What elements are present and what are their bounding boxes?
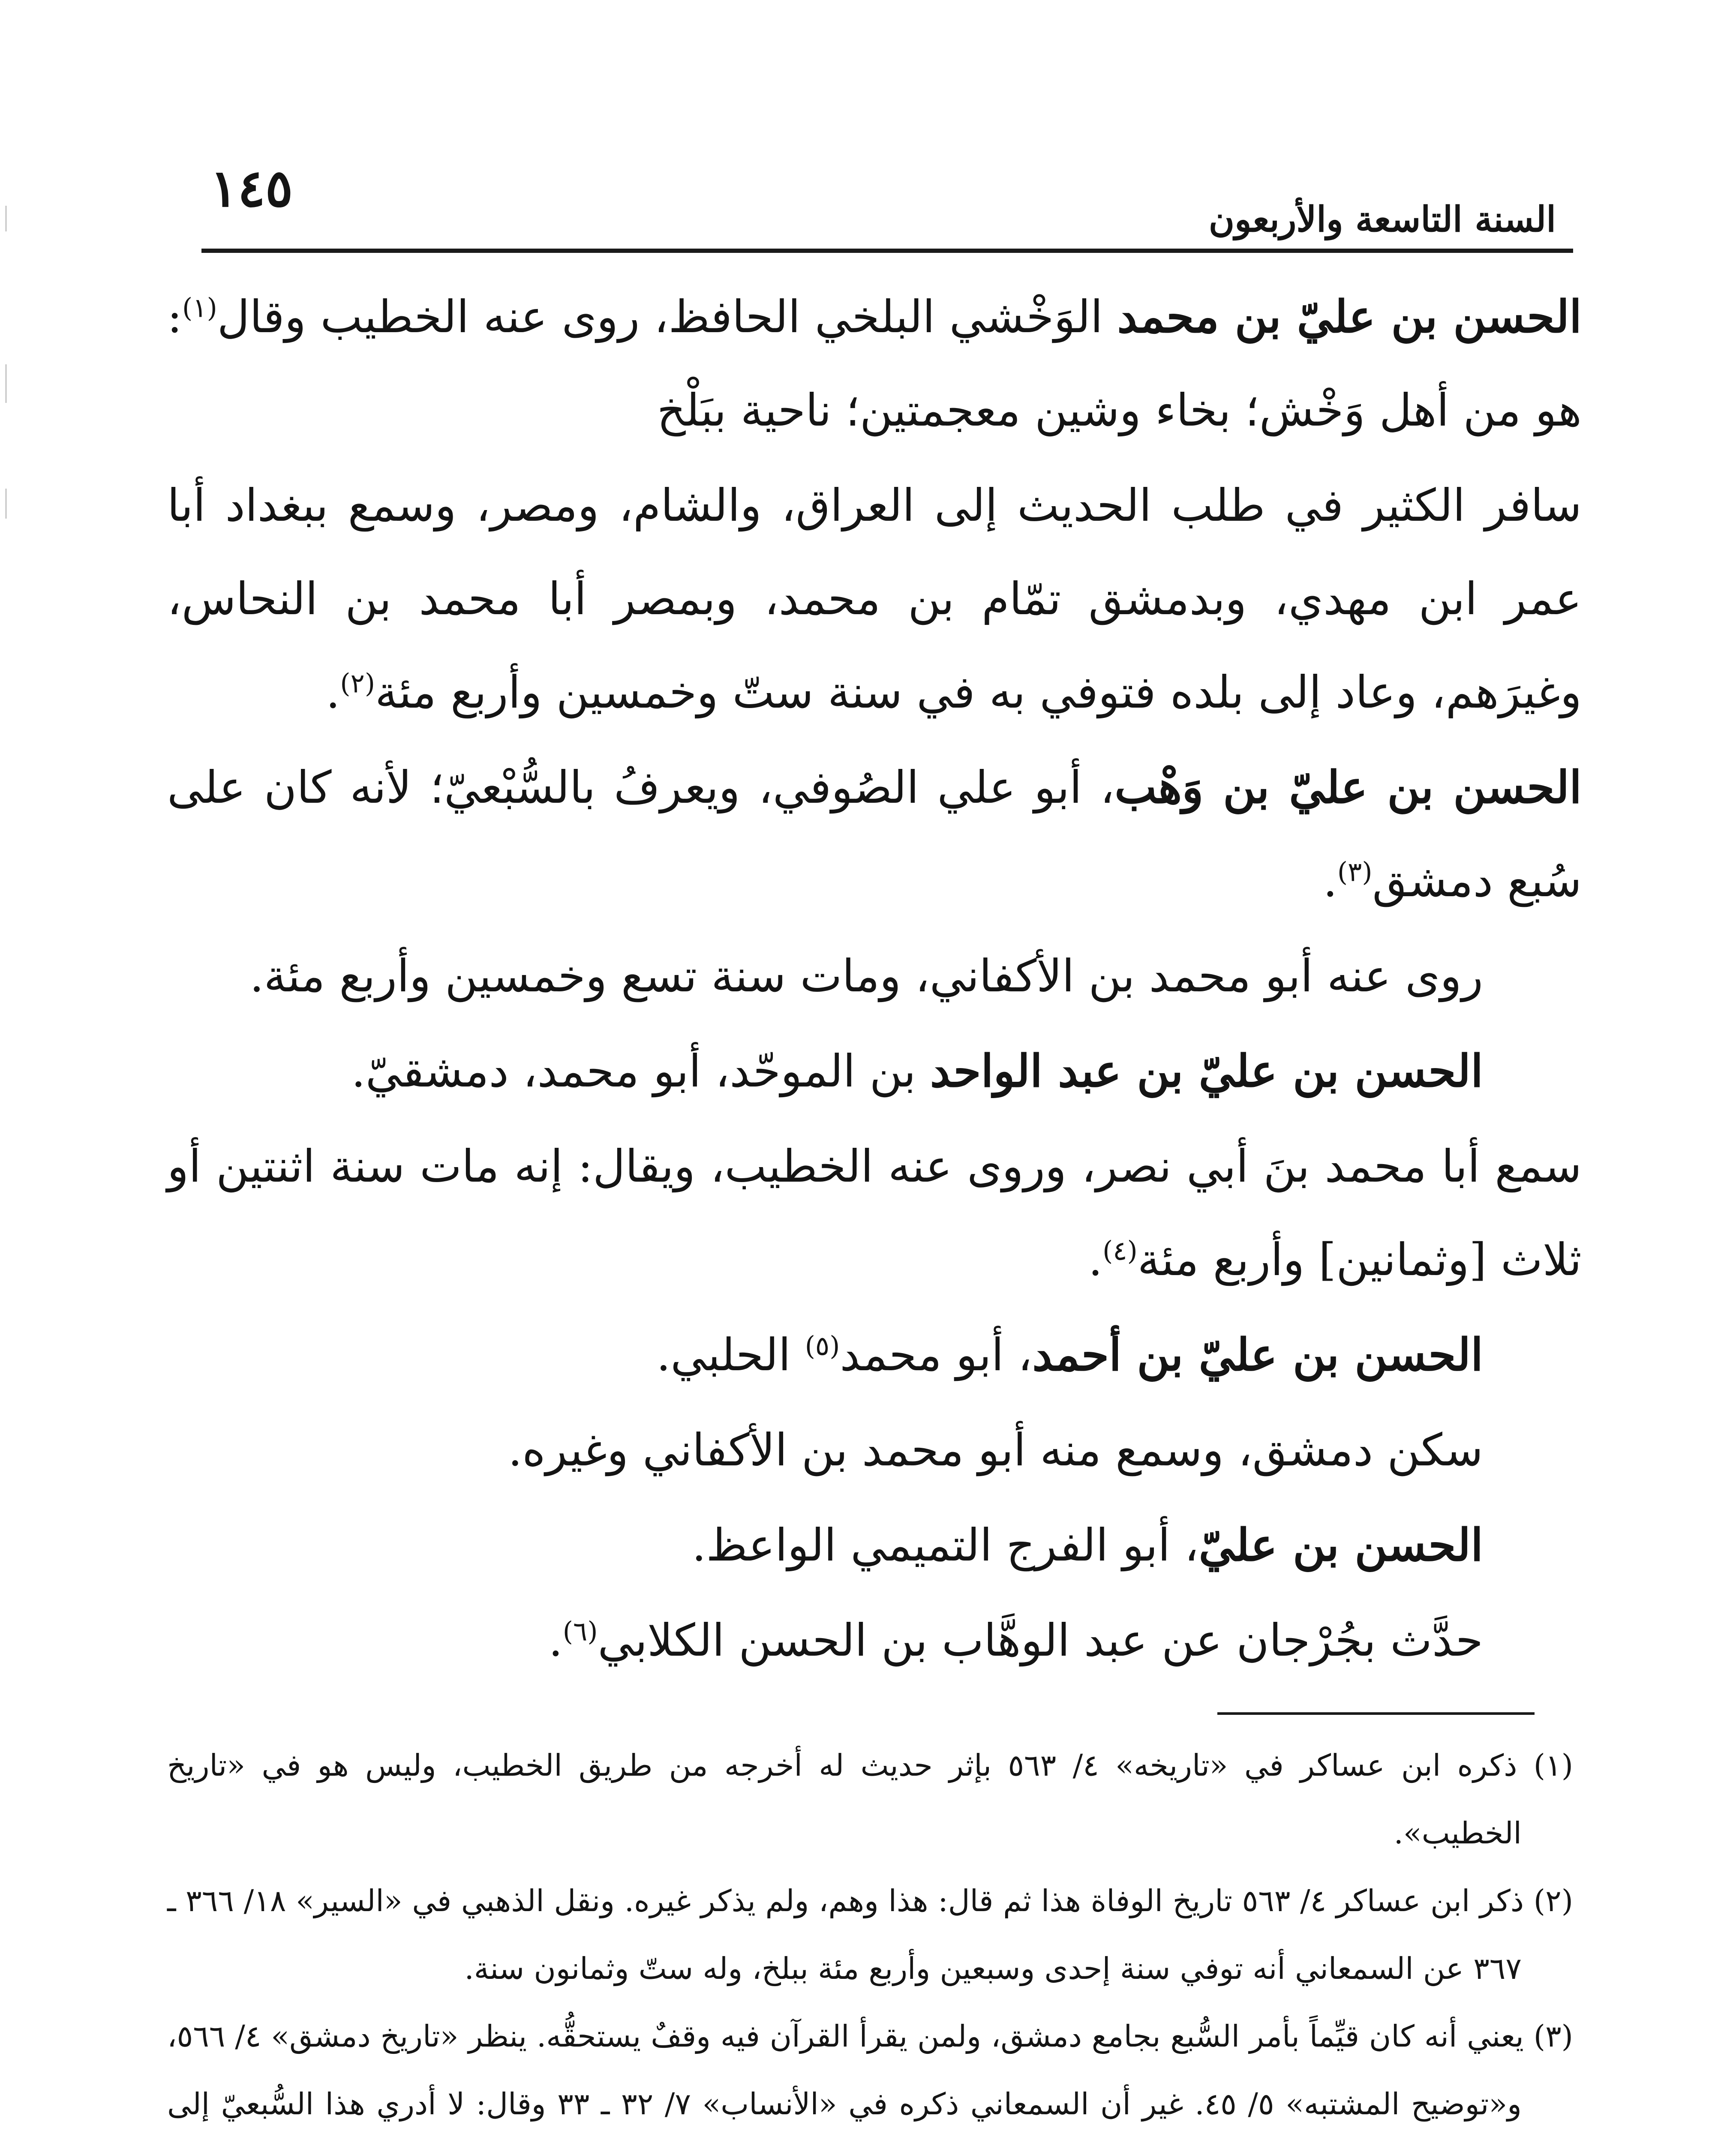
- entry-text: الوَخْشي البلخي الحافظ، روى عنه الخطيب وقال: [217, 291, 1103, 343]
- footnote: [167, 1732, 1573, 1867]
- entry-text: .: [1323, 855, 1337, 907]
- footnote-number: (٢): [1533, 1883, 1573, 1918]
- entry-paragraph: [167, 1024, 1582, 1118]
- footnote-ref: (٥): [805, 1330, 840, 1362]
- footnote-ref: (٤): [1102, 1235, 1138, 1267]
- entry-paragraph: [167, 459, 1582, 739]
- entry-paragraph: [167, 1120, 1582, 1306]
- entry-paragraph: [167, 1308, 1582, 1402]
- entry-paragraph: [167, 1498, 1582, 1592]
- entry-paragraph: [167, 929, 1582, 1023]
- page-number: ١٤٥: [210, 158, 293, 219]
- footnotes: [167, 1732, 1573, 2143]
- entry-text: .: [548, 1614, 563, 1666]
- footnote-divider: [1217, 1712, 1535, 1715]
- footnote-text: ذكر ابن عساكر ٤/ ٥٦٣ تاريخ الوفاة هذا ثم قال: هذا وهم، ولم يذكر غيره. ونقل الذهبي في «السير» ١٨/ ٣٦٦ ـ ٣٦٧ عن السمعاني أنه توفي سنة إحدى وسبعين وأربع مئة ببلخ، وله ستّ وثمانون سنة.: [167, 1883, 1524, 1986]
- footnote-text: ذكره ابن عساكر في «تاريخه» ٤/ ٥٦٣ بإثر حديث له أخرجه من طريق الخطيب، وليس هو في «تاريخ الخطيب».: [167, 1748, 1522, 1851]
- footnote-number: (٣): [1533, 2019, 1573, 2054]
- entry-text: سمع أبا محمد بنَ أبي نصر، وروى عنه الخطيب، ويقال: إنه مات سنة اثنتين أو ثلاث [وثمانين] وأربع مئة: [167, 1140, 1582, 1286]
- page-edge-mark: [5, 364, 7, 403]
- entry-paragraph: [167, 1594, 1582, 1687]
- entry-text: حدَّث بجُرْجان عن عبد الوهَّاب بن الحسن الكلابي: [598, 1614, 1483, 1666]
- main-text: [167, 270, 1582, 1689]
- entry-text: بن الموحّد، أبو محمد، دمشقيّ.: [351, 1045, 916, 1097]
- entry-text: ، أبو الفرج التميمي الواعظ.: [692, 1519, 1199, 1571]
- entry-paragraph: [167, 1403, 1582, 1497]
- running-title: السنة التاسعة والأربعون: [1208, 199, 1556, 240]
- footnote: [167, 1867, 1573, 2002]
- footnote-ref: (٦): [562, 1615, 598, 1647]
- footnote-text: يعني أنه كان قيِّماً بأمر السُّبع بجامع دمشق، ولمن يقرأ القرآن فيه وقفٌ يستحقُّه. ينظر «تاريخ دمشق» ٤/ ٥٦٦، و«توضيح المشتبه» ٥/ ٤٥. غير أن السمعاني ذكره في «الأنساب» ٧/ ٣٢ ـ ٣٣ وقال: لا أدري هذا السُّبعيّ إلى: [167, 2019, 1524, 2122]
- footnote: [167, 2002, 1573, 2143]
- entry-paragraph: [167, 741, 1582, 927]
- entry-text: روى عنه أبو محمد بن الأكفاني، ومات سنة تسع وخمسين وأربع مئة.: [249, 950, 1483, 1002]
- entry-text: .: [1088, 1234, 1103, 1286]
- entry-name: الحسن بن عليّ بن محمد: [1117, 290, 1582, 343]
- entry-name: الحسن بن عليّ بن عبد الواحد: [930, 1044, 1483, 1097]
- entry-text: سافر الكثير في طلب الحديث إلى العراق، والشام، ومصر، وسمع ببغداد أبا عمر ابن مهدي، وبدمشق تمّام بن محمد، وبمصر أبا محمد بن النحاس، وغيرَهم، وعاد إلى بلده فتوفي به في سنة ستّ وخمسين وأربع مئة: [167, 479, 1582, 718]
- entry-name: الحسن بن عليّ بن أحمد: [1032, 1328, 1483, 1381]
- footnote-ref: (١): [182, 292, 217, 324]
- page-header: [201, 146, 1573, 253]
- page-edge-mark: [5, 489, 7, 519]
- entry-text: سكن دمشق، وسمع منه أبو محمد بن الأكفاني وغيره.: [508, 1424, 1483, 1476]
- entry-name: الحسن بن عليّ بن وَهْب: [1114, 761, 1582, 813]
- entry-text: ، أبو محمد: [840, 1329, 1033, 1381]
- entry-text: : هو من أهل وَخْش؛ بخاء وشين معجمتين؛ ناحية ببَلْخ: [167, 291, 1582, 436]
- entry-text: ، أبو علي الصُوفي، ويعرفُ بالسُّبْعيّ؛ لأنه كان على سُبع دمشق: [167, 761, 1582, 907]
- footnote-number: (١): [1533, 1748, 1573, 1783]
- entry-text: .: [326, 666, 340, 718]
- footnote-ref: (٢): [340, 667, 375, 699]
- entry-paragraph: [167, 270, 1582, 457]
- footnote-ref: (٣): [1337, 856, 1373, 888]
- entry-text: الحلبي.: [656, 1329, 805, 1381]
- entry-name: الحسن بن عليّ: [1198, 1519, 1483, 1571]
- page-edge-mark: [5, 206, 7, 231]
